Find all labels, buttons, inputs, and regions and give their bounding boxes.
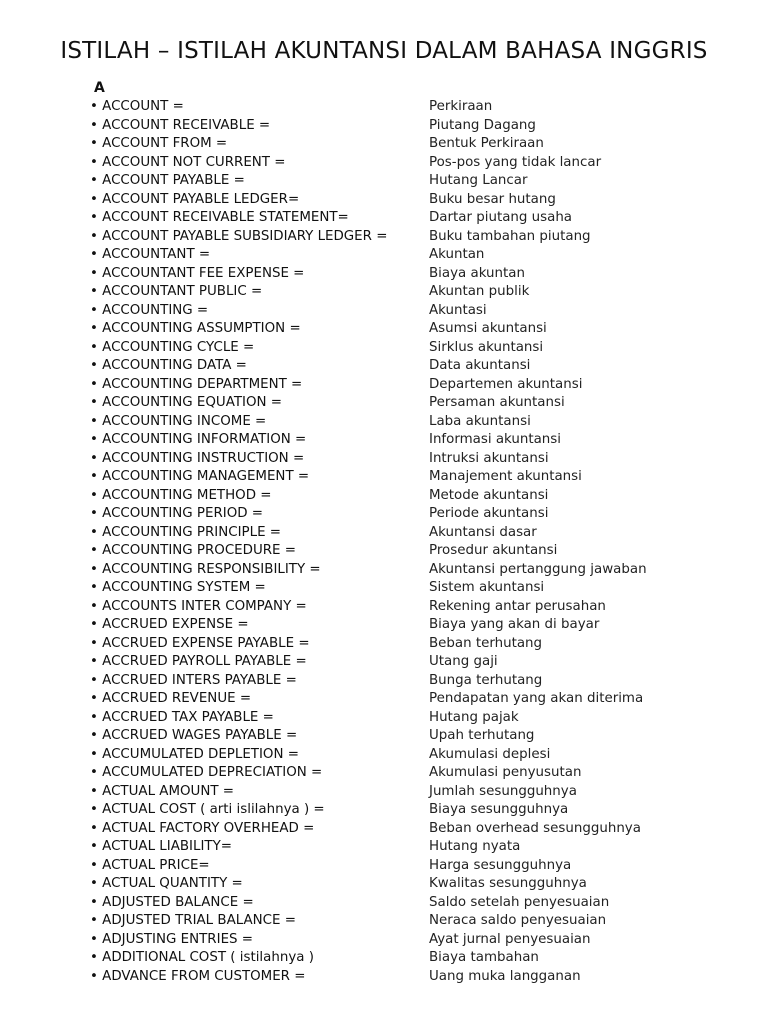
glossary-term: • ACCOUNTS INTER COMPANY = bbox=[90, 598, 307, 614]
glossary-term: • ADJUSTED TRIAL BALANCE = bbox=[90, 913, 296, 928]
glossary-term: • ACCOUNTANT FEE EXPENSE = bbox=[90, 265, 305, 281]
glossary-entry bbox=[90, 616, 730, 635]
glossary-entry bbox=[90, 98, 730, 117]
glossary-term: • ACCRUED EXPENSE = bbox=[90, 617, 249, 632]
glossary-meaning: Data akuntansi bbox=[429, 358, 531, 373]
glossary-term: • ACCOUNT NOT CURRENT = bbox=[90, 154, 286, 170]
glossary-term: • ACCOUNTING DATA = bbox=[90, 358, 247, 373]
glossary-entry bbox=[90, 820, 730, 839]
glossary-meaning: Departemen akuntansi bbox=[429, 376, 583, 392]
glossary-entry bbox=[90, 764, 730, 783]
glossary-entry bbox=[90, 875, 730, 894]
section-letter: A bbox=[94, 80, 105, 96]
glossary-entry bbox=[90, 579, 730, 598]
glossary-term: • ACTUAL LIABILITY= bbox=[90, 839, 232, 854]
glossary-term: • ACCOUNTING MANAGEMENT = bbox=[90, 469, 310, 484]
glossary-entry bbox=[90, 746, 730, 765]
glossary-entry bbox=[90, 283, 730, 302]
glossary-entry bbox=[90, 431, 730, 450]
glossary-term: • ACCUMULATED DEPRECIATION = bbox=[90, 765, 323, 780]
glossary-term: • ACTUAL AMOUNT = bbox=[90, 783, 235, 799]
glossary-entry bbox=[90, 339, 730, 358]
glossary-entry bbox=[90, 228, 730, 247]
glossary-entry bbox=[90, 209, 730, 228]
glossary-meaning: Biaya sesungguhnya bbox=[429, 802, 569, 817]
glossary-term: • ACCRUED TAX PAYABLE = bbox=[90, 709, 274, 725]
glossary-meaning: Ayat jurnal penyesuaian bbox=[429, 931, 591, 947]
glossary-entry bbox=[90, 931, 730, 950]
glossary-term: • ACCRUED EXPENSE PAYABLE = bbox=[90, 635, 310, 651]
glossary-meaning: Hutang Lancar bbox=[429, 173, 528, 188]
glossary-entry bbox=[90, 302, 730, 321]
glossary-term: • ADJUSTING ENTRIES = bbox=[90, 931, 254, 947]
glossary-meaning: Persaman akuntansi bbox=[429, 395, 565, 410]
glossary-meaning: Pendapatan yang akan diterima bbox=[429, 691, 644, 706]
glossary-term: • ACCOUNTING DEPARTMENT = bbox=[90, 376, 303, 392]
glossary-term: • ACCRUED PAYROLL PAYABLE = bbox=[90, 654, 307, 669]
glossary-entry bbox=[90, 172, 730, 191]
glossary-meaning: Kwalitas sesungguhnya bbox=[429, 876, 587, 891]
glossary-meaning: Laba akuntansi bbox=[429, 413, 531, 429]
glossary-entry bbox=[90, 542, 730, 561]
glossary-entry bbox=[90, 413, 730, 432]
glossary-entry bbox=[90, 838, 730, 857]
glossary-term: • ADJUSTED BALANCE = bbox=[90, 894, 254, 910]
glossary-entry bbox=[90, 894, 730, 913]
glossary-term: • ACCOUNTING ASSUMPTION = bbox=[90, 321, 301, 336]
glossary-term: • ACCOUNTING METHOD = bbox=[90, 487, 272, 503]
glossary-meaning: Intruksi akuntansi bbox=[429, 450, 549, 466]
glossary-meaning: Hutang pajak bbox=[429, 709, 519, 725]
glossary-entry bbox=[90, 320, 730, 339]
glossary-entry bbox=[90, 246, 730, 265]
glossary-entry bbox=[90, 376, 730, 395]
glossary-meaning: Beban terhutang bbox=[429, 635, 543, 651]
glossary-meaning: Periode akuntansi bbox=[429, 506, 549, 521]
glossary-meaning: Prosedur akuntansi bbox=[429, 543, 558, 558]
glossary-term: • ACCOUNT PAYABLE = bbox=[90, 173, 245, 188]
glossary-meaning: Biaya yang akan di bayar bbox=[429, 617, 600, 632]
glossary-entry bbox=[90, 561, 730, 580]
glossary-term: • ACCOUNTING INCOME = bbox=[90, 413, 267, 429]
glossary-term: • ACCOUNT RECEIVABLE = bbox=[90, 117, 271, 133]
glossary-entry bbox=[90, 968, 730, 987]
glossary-term: • ACCOUNT PAYABLE SUBSIDIARY LEDGER = bbox=[90, 228, 388, 244]
glossary-meaning: Asumsi akuntansi bbox=[429, 321, 547, 336]
glossary-meaning: Akuntan bbox=[429, 247, 485, 262]
glossary-meaning: Hutang nyata bbox=[429, 839, 521, 854]
glossary-term: • ACTUAL COST ( arti islilahnya ) = bbox=[90, 802, 325, 817]
glossary-meaning: Uang muka langganan bbox=[429, 968, 581, 984]
glossary-meaning: Akumulasi deplesi bbox=[429, 746, 551, 762]
glossary-meaning: Dartar piutang usaha bbox=[429, 210, 573, 225]
glossary-meaning: Upah terhutang bbox=[429, 728, 535, 743]
glossary-term: • ACCOUNT PAYABLE LEDGER= bbox=[90, 191, 300, 207]
glossary-term: • ACCOUNTING INFORMATION = bbox=[90, 432, 307, 447]
glossary-entry bbox=[90, 653, 730, 672]
glossary-meaning: Jumlah sesungguhnya bbox=[429, 783, 577, 799]
glossary-entry bbox=[90, 450, 730, 469]
glossary-term: • ACCOUNTING PROCEDURE = bbox=[90, 543, 296, 558]
glossary-term: • ADVANCE FROM CUSTOMER = bbox=[90, 968, 306, 984]
glossary-meaning: Beban overhead sesungguhnya bbox=[429, 820, 641, 836]
glossary-term: • ACCOUNTING = bbox=[90, 302, 209, 318]
glossary-entry bbox=[90, 672, 730, 691]
glossary-term: • ACTUAL FACTORY OVERHEAD = bbox=[90, 820, 315, 836]
glossary-entry bbox=[90, 598, 730, 617]
glossary-entry bbox=[90, 487, 730, 506]
glossary-term: • ACTUAL QUANTITY = bbox=[90, 876, 243, 891]
glossary-entry bbox=[90, 117, 730, 136]
glossary-meaning: Bentuk Perkiraan bbox=[429, 136, 544, 151]
glossary-meaning: Sistem akuntansi bbox=[429, 580, 545, 595]
glossary-meaning: Pos-pos yang tidak lancar bbox=[429, 154, 602, 170]
glossary-entry bbox=[90, 191, 730, 210]
glossary-term: • ACCOUNTING INSTRUCTION = bbox=[90, 450, 305, 466]
glossary-meaning: Neraca saldo penyesuaian bbox=[429, 913, 607, 928]
glossary-term: • ACCRUED WAGES PAYABLE = bbox=[90, 728, 298, 743]
glossary-entry bbox=[90, 727, 730, 746]
glossary-entry bbox=[90, 783, 730, 802]
glossary-entry bbox=[90, 265, 730, 284]
glossary-term: • ACCOUNTING SYSTEM = bbox=[90, 580, 266, 595]
glossary-term: • ACCOUNT RECEIVABLE STATEMENT= bbox=[90, 210, 349, 225]
glossary-entry bbox=[90, 468, 730, 487]
glossary-meaning: Sirklus akuntansi bbox=[429, 339, 544, 355]
glossary-entry bbox=[90, 949, 730, 968]
glossary-meaning: Perkiraan bbox=[429, 99, 493, 114]
glossary-entry bbox=[90, 801, 730, 820]
glossary-entry bbox=[90, 709, 730, 728]
glossary-term: • ACCUMULATED DEPLETION = bbox=[90, 746, 299, 762]
glossary-meaning: Akumulasi penyusutan bbox=[429, 765, 582, 780]
page-title: ISTILAH – ISTILAH AKUNTANSI DALAM BAHASA INGGRIS bbox=[60, 38, 708, 64]
glossary-term: • ACCOUNTANT = bbox=[90, 247, 211, 262]
glossary-term: • ACCOUNTANT PUBLIC = bbox=[90, 284, 263, 299]
glossary-meaning: Rekening antar perusahan bbox=[429, 598, 606, 614]
glossary-entry bbox=[90, 505, 730, 524]
glossary-meaning: Harga sesungguhnya bbox=[429, 857, 572, 873]
glossary-meaning: Manajement akuntansi bbox=[429, 469, 582, 484]
glossary-meaning: Metode akuntansi bbox=[429, 487, 549, 503]
glossary-entry bbox=[90, 635, 730, 654]
glossary-term: • ACCOUNTING RESPONSIBILITY = bbox=[90, 561, 321, 577]
glossary-term: • ACCOUNT FROM = bbox=[90, 136, 228, 151]
glossary-meaning: Biaya akuntan bbox=[429, 265, 525, 281]
glossary-meaning: Utang gaji bbox=[429, 654, 498, 669]
glossary-term: • ACCOUNTING PRINCIPLE = bbox=[90, 524, 282, 540]
glossary-term: • ACCOUNTING PERIOD = bbox=[90, 506, 264, 521]
glossary-term: • ACCRUED INTERS PAYABLE = bbox=[90, 672, 297, 688]
glossary-meaning: Biaya tambahan bbox=[429, 950, 539, 965]
glossary-entry bbox=[90, 524, 730, 543]
glossary-term: • ACTUAL PRICE= bbox=[90, 857, 210, 873]
glossary-term: • ACCRUED REVENUE = bbox=[90, 691, 252, 706]
glossary-meaning: Bunga terhutang bbox=[429, 672, 543, 688]
glossary-entry bbox=[90, 912, 730, 931]
glossary-meaning: Saldo setelah penyesuaian bbox=[429, 894, 610, 910]
glossary-meaning: Akuntansi pertanggung jawaban bbox=[429, 561, 647, 577]
glossary-meaning: Buku besar hutang bbox=[429, 191, 556, 207]
glossary-term: • ACCOUNT = bbox=[90, 99, 184, 114]
glossary-entry bbox=[90, 135, 730, 154]
glossary-meaning: Akuntansi dasar bbox=[429, 524, 537, 540]
glossary-entry bbox=[90, 357, 730, 376]
glossary-meaning: Informasi akuntansi bbox=[429, 432, 561, 447]
glossary-term: • ACCOUNTING CYCLE = bbox=[90, 339, 255, 355]
glossary-meaning: Piutang Dagang bbox=[429, 117, 536, 133]
glossary-entry bbox=[90, 857, 730, 876]
glossary-meaning: Akuntasi bbox=[429, 302, 487, 318]
glossary-entry bbox=[90, 154, 730, 173]
glossary-list bbox=[90, 98, 730, 986]
glossary-meaning: Buku tambahan piutang bbox=[429, 228, 591, 244]
glossary-entry bbox=[90, 690, 730, 709]
glossary-entry bbox=[90, 394, 730, 413]
glossary-meaning: Akuntan publik bbox=[429, 284, 530, 299]
glossary-term: • ADDITIONAL COST ( istilahnya ) bbox=[90, 950, 314, 965]
glossary-term: • ACCOUNTING EQUATION = bbox=[90, 395, 282, 410]
